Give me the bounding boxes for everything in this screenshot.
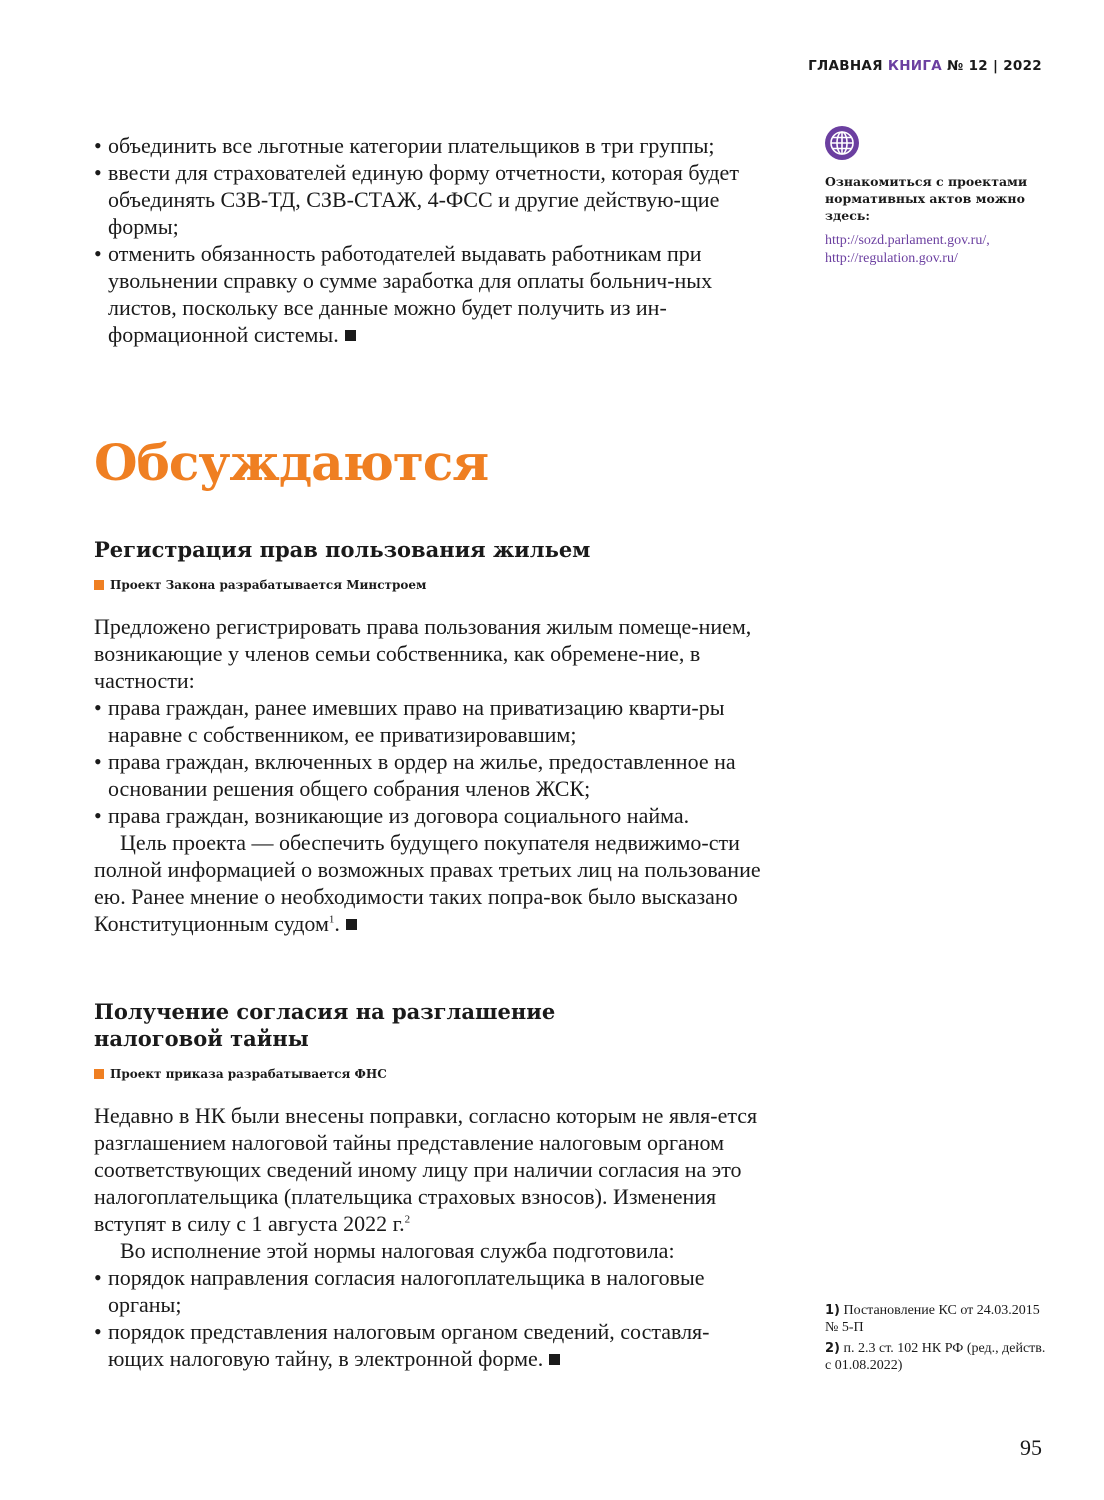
footnote-ref-1[interactable]: 1 (328, 913, 335, 926)
article-1-title: Регистрация прав пользования жильем (94, 537, 591, 562)
footnotes (825, 1302, 1050, 1378)
article-2-paragraph-1: Недавно в НК были внесены поправки, согласно которым не явля-ется разглашением налоговой тайны представление налоговым органом соответствующих сведений иному лицу при наличии согласия на это налогоплательщика (плательщика страховых взносов). Изменения вступят в силу с 1 августа 2022 г.$^2$ (94, 1103, 758, 1236)
footnote-ref-2[interactable]: 2 (404, 1213, 411, 1226)
intro-block (94, 132, 764, 348)
link-regulation[interactable]: http://regulation.gov.ru/ (825, 251, 958, 266)
intro-list (94, 132, 764, 348)
orange-square-icon (94, 1069, 104, 1079)
orange-square-icon (94, 580, 104, 590)
list-item: • отменить обязанность работодателей выдавать работникам при увольнении справку о сумме заработка для оплаты больнич-ных листов, поскольку все данные можно будет получить из ин-формационной системы. (94, 240, 764, 348)
list-item: • ввести для страхователей единую форму отчетности, которая будет объединять СЗВ-ТД, СЗВ-СТАЖ, 4-ФСС и другие действую-щие формы; (94, 159, 764, 240)
sidebar-label: Ознакомиться с проектами нормативных актов можно здесь: (825, 174, 1028, 223)
article-2-source: Проект приказа разрабатывается ФНС (94, 1067, 764, 1081)
end-mark (345, 330, 356, 341)
article-2-title: Получение согласия на разглашение налоговой тайны (94, 999, 556, 1051)
article-2 (94, 998, 764, 1372)
page-number: 95 (1020, 1435, 1042, 1460)
article-1-source: Проект Закона разрабатывается Минстроем (94, 578, 764, 592)
article-1-conclusion: Цель проекта — обеспечить будущего покупателя недвижимо-сти полной информацией о возможных правах третьих лиц на пользование ею. Ранее мнение о необходимости таких попра-вок было высказано Конституционным судом$^1$. (94, 830, 761, 936)
article-1-list (94, 694, 764, 829)
brand-first: ГЛАВНАЯ (808, 58, 883, 74)
brand-second: КНИГА (887, 58, 943, 74)
end-mark (346, 919, 357, 930)
article-1 (94, 536, 764, 937)
footnote-1: 1) Постановление КС от 24.03.2015 № 5-П (825, 1303, 1040, 1335)
article-1-intro: Предложено регистрировать права пользования жилым помеще-нием, возникающие у членов семьи собственника, как обремене-ние, в частности: (94, 614, 752, 693)
list-item: • права граждан, включенных в ордер на жилье, предоставленное на основании решения общего собрания членов ЖСК; (94, 748, 764, 802)
sidebar (825, 126, 1050, 268)
list-item: • порядок представления налоговым органом сведений, составля-ющих налоговую тайну, в электронной форме. (94, 1318, 764, 1372)
list-item: • права граждан, возникающие из договора социального найма. (94, 802, 764, 829)
footnote-2: 2) п. 2.3 ст. 102 НК РФ (ред., действ. с 01.08.2022) (825, 1341, 1046, 1373)
end-mark (549, 1354, 560, 1365)
article-2-list (94, 1264, 764, 1372)
article-2-paragraph-2: Во исполнение этой нормы налоговая служба подготовила: (120, 1238, 675, 1263)
running-header (808, 58, 1042, 74)
list-item: • объединить все льготные категории плательщиков в три группы; (94, 132, 764, 159)
list-item: • порядок направления согласия налогоплательщика в налоговые органы; (94, 1264, 764, 1318)
list-item: • права граждан, ранее имевших право на приватизацию кварти-ры наравне с собственником, ее приватизировавшим; (94, 694, 764, 748)
issue-number: № 12 | 2022 (947, 58, 1042, 74)
link-sozd[interactable]: http://sozd.parlament.gov.ru/, (825, 233, 990, 248)
section-title: Обсуждаются (94, 433, 489, 492)
globe-icon (825, 126, 859, 160)
